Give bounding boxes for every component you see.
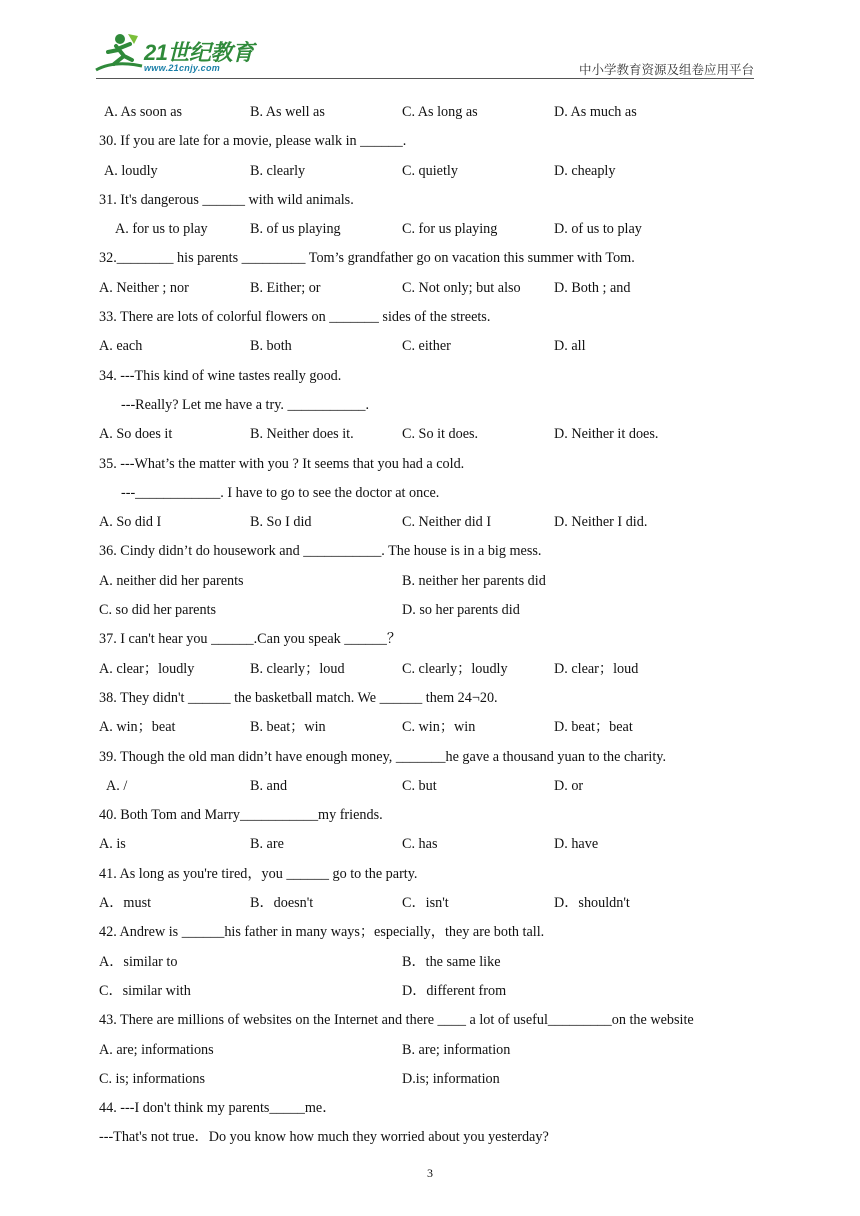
answer-option: C. either xyxy=(402,338,451,355)
answer-option: A. are; informations xyxy=(99,1041,214,1058)
question-text: 32.________ his parents _________ Tom’s grandfather go on vacation this summer with Tom. xyxy=(99,250,635,267)
answer-option: A. So does it xyxy=(99,426,173,443)
answer-option: D. beat；beat xyxy=(554,719,633,736)
answer-option: D. Neither I did. xyxy=(554,514,648,531)
answer-option: C. but xyxy=(402,777,437,794)
answer-option: C．similar with xyxy=(99,982,191,999)
answer-option: B. are xyxy=(250,836,284,853)
answer-option: C. Neither did I xyxy=(402,514,492,531)
answer-option: B. So I did xyxy=(250,514,312,531)
question-line xyxy=(0,303,860,332)
answer-option: A. neither did her parents xyxy=(99,572,244,589)
question-line xyxy=(0,743,860,772)
answer-option: A. for us to play xyxy=(115,221,208,238)
question-text: 38. They didn't ______ the basketball match. We ______ them 24¬20. xyxy=(99,689,498,706)
answer-option: B．doesn't xyxy=(250,895,314,912)
question-text: 39. Though the old man didn’t have enough money, _______he gave a thousand yuan to the charity. xyxy=(99,748,666,765)
answer-option: B. Neither does it. xyxy=(250,426,354,443)
options-row xyxy=(0,1036,860,1065)
question-line xyxy=(0,479,860,508)
answer-option: D．different from xyxy=(402,982,507,999)
answer-option: D.is; information xyxy=(402,1070,500,1087)
options-row xyxy=(0,889,860,918)
question-text: 30. If you are late for a movie, please walk in ______. xyxy=(99,133,407,150)
logo-text: 21世纪教育 xyxy=(144,40,254,65)
question-line xyxy=(0,391,860,420)
options-row xyxy=(0,157,860,186)
answer-option: A. clear；loudly xyxy=(99,660,195,677)
answer-option: B. of us playing xyxy=(250,221,341,238)
question-line xyxy=(0,362,860,391)
options-row xyxy=(0,274,860,303)
question-text: 33. There are lots of colorful flowers on _______ sides of the streets. xyxy=(99,309,491,326)
options-row xyxy=(0,332,860,361)
question-line xyxy=(0,537,860,566)
question-line xyxy=(0,186,860,215)
answer-option: B. As well as xyxy=(250,104,325,120)
answer-option: D. of us to play xyxy=(554,221,642,238)
answer-option: C. win；win xyxy=(402,719,476,736)
platform-title: 中小学教育资源及组卷应用平台 xyxy=(578,62,754,77)
header-divider xyxy=(96,78,754,79)
options-row xyxy=(0,830,860,859)
page-header xyxy=(0,0,860,82)
answer-option: B. clearly；loud xyxy=(250,660,345,677)
logo-url: www.21cnjy.com xyxy=(144,63,221,73)
question-line xyxy=(0,127,860,156)
options-row xyxy=(0,713,860,742)
answer-option: A. So did I xyxy=(99,514,162,531)
question-line xyxy=(0,801,860,830)
question-text: 44. ---I don't think my parents_____me． xyxy=(99,1100,337,1117)
answer-option: B. clearly xyxy=(250,162,306,179)
answer-option: C．isn't xyxy=(402,895,449,912)
question-text: 40. Both Tom and Marry___________my friends. xyxy=(99,807,383,824)
answer-option: D. or xyxy=(554,777,584,794)
question-text: 36. Cindy didn’t do housework and ___________. The house is in a big mess. xyxy=(99,543,542,560)
question-text: 41. As long as you're tired，you ______ go to the party. xyxy=(99,865,418,882)
answer-option: B. Either; or xyxy=(250,279,321,296)
answer-option: D. all xyxy=(554,338,586,355)
options-row xyxy=(0,215,860,244)
answer-option: C. clearly；loudly xyxy=(402,660,508,677)
question-text: 43. There are millions of websites on the Internet and there ____ a lot of useful_________on the website xyxy=(99,1012,694,1029)
options-row xyxy=(0,948,860,977)
options-row xyxy=(0,98,860,127)
answer-option: C. has xyxy=(402,836,438,853)
options-row xyxy=(0,567,860,596)
question-text: ---Really? Let me have a try. ___________. xyxy=(121,396,370,413)
question-text: 37. I can't hear you ______.Can you speak ______？ xyxy=(99,631,402,648)
answer-option: D. clear；loud xyxy=(554,660,639,677)
page-number: 3 xyxy=(427,1166,433,1180)
answer-option: C. is; informations xyxy=(99,1070,206,1087)
answer-option: C. So it does. xyxy=(402,426,479,443)
answer-option: A. Neither ; nor xyxy=(99,279,189,296)
question-text: 34. ---This kind of wine tastes really good. xyxy=(99,367,342,384)
answer-option: B. neither her parents did xyxy=(402,572,546,589)
options-row xyxy=(0,772,860,801)
question-text: ---That's not true．Do you know how much they worried about you yesterday? xyxy=(99,1129,549,1146)
answer-option: A. / xyxy=(106,777,128,794)
answer-option: D. As much as xyxy=(554,104,637,120)
question-line xyxy=(0,244,860,273)
question-line xyxy=(0,625,860,654)
question-line xyxy=(0,450,860,479)
brand-logo xyxy=(94,30,264,78)
answer-option: A．must xyxy=(99,895,152,912)
question-text: 31. It's dangerous ______ with wild animals. xyxy=(99,191,354,208)
answer-option: D. Neither it does. xyxy=(554,426,659,443)
question-line xyxy=(0,1094,860,1123)
answer-option: B. and xyxy=(250,777,288,794)
answer-option: A. win；beat xyxy=(99,719,176,736)
question-line xyxy=(0,684,860,713)
answer-option: C. As long as xyxy=(402,104,478,120)
options-row xyxy=(0,655,860,684)
question-text: ---____________. I have to go to see the doctor at once. xyxy=(121,484,440,501)
options-row xyxy=(0,420,860,449)
answer-option: C. Not only; but also xyxy=(402,279,521,296)
answer-option: A. each xyxy=(99,338,143,355)
options-row xyxy=(0,508,860,537)
answer-option: A. loudly xyxy=(104,162,158,179)
answer-option: D. Both ; and xyxy=(554,279,631,296)
question-text: 35. ---What’s the matter with you ? It seems that you had a cold. xyxy=(99,455,465,472)
question-line xyxy=(0,918,860,947)
answer-option: A. is xyxy=(99,836,126,853)
question-line xyxy=(0,860,860,889)
question-line xyxy=(0,1123,860,1152)
runner-icon xyxy=(94,30,144,78)
answer-option: C. quietly xyxy=(402,162,458,179)
answer-option: B. are; information xyxy=(402,1041,511,1058)
answer-option: D. have xyxy=(554,836,599,853)
answer-option: A．similar to xyxy=(99,953,178,970)
answer-option: B. beat；win xyxy=(250,719,326,736)
answer-option: D. so her parents did xyxy=(402,602,520,619)
answer-option: D．shouldn't xyxy=(554,895,630,912)
answer-option: C. so did her parents xyxy=(99,602,217,619)
answer-option: A. As soon as xyxy=(104,104,183,120)
question-text: 42. Andrew is ______his father in many ways；especially，they are both tall. xyxy=(99,924,545,941)
answer-option: C. for us playing xyxy=(402,221,498,238)
answer-option: B．the same like xyxy=(402,953,501,970)
question-content xyxy=(0,98,860,1153)
answer-option: B. both xyxy=(250,338,292,355)
options-row xyxy=(0,596,860,625)
options-row xyxy=(0,1065,860,1094)
answer-option: D. cheaply xyxy=(554,162,616,179)
question-line xyxy=(0,1006,860,1035)
options-row xyxy=(0,977,860,1006)
